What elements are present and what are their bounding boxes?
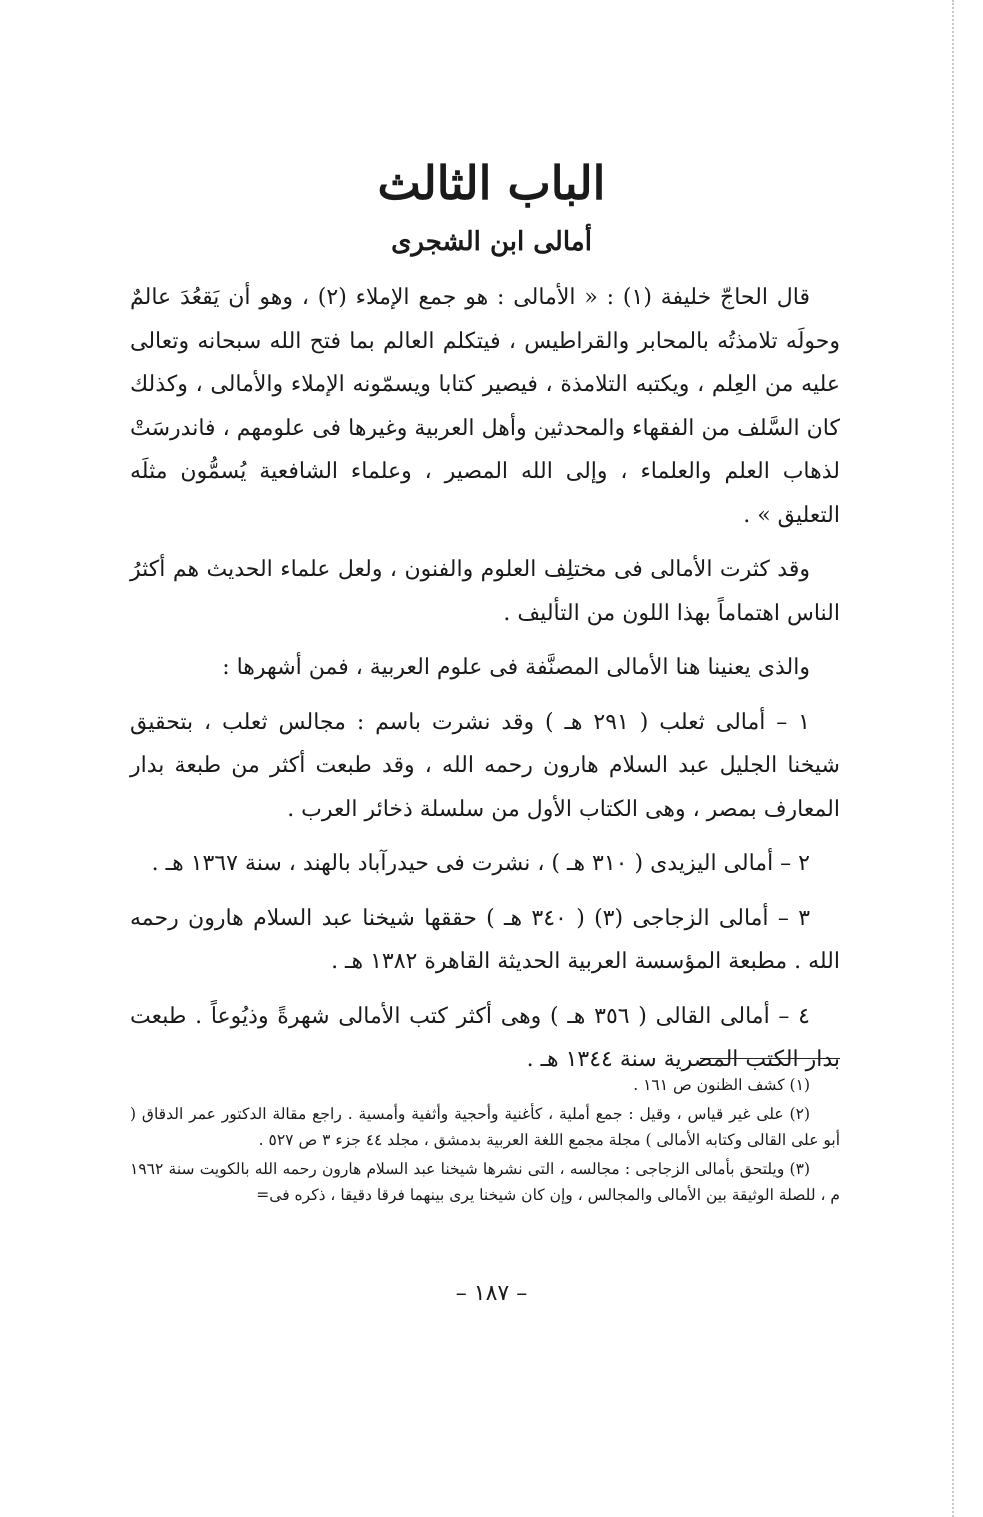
list-item-qali: ٤ – أمالى القالى ( ٣٥٦ هـ ) وهى أكثر كتب الأمالى شهرةً وذيُوعاً . طبعت بدار الكتب المصرية سنة ١٣٤٤ هـ .: [130, 1003, 840, 1072]
chapter-title: الباب الثالث: [377, 156, 606, 210]
paragraph-definition: قال الحاجّ خليفة (١) : « الأمالى : هو جمع الإملاء (٢) ، وهو أن يَقعُدَ عالمٌ وحولَه تلامذتُه بالمحابر والقراطيس ، فيتكلم العالم بما فتح الله سبحانه وتعالى عليه من العِلم ، ويكتبه التلامذة ، فيصير كتابا ويسمّونه الإملاء والأمالى ، وكذلك كان السَّلف من الفقهاء والمحدثين وأهل العربية وغيرها فى علومهم ، فاندرسَتْ لذهاب العلم والعلماء ، وإلى الله المصير ، وعلماء الشافعية يُسمُّون مثلَه التعليق » .: [130, 285, 840, 528]
footnote-3: (٣) ويلتحق بأمالى الزجاجى : مجالسه ، التى نشرها شيخنا عبد السلام هارون رحمه الله بالكويت سنة ١٩٦٢ م ، للصلة الوثيقة بين الأمالى والمجالس ، وإن كان شيخنا يرى بينهما فرقا دقيقا ، ذكره فى=: [130, 1160, 840, 1204]
paragraph-intro: وقد كثرت الأمالى فى مختلِف العلوم والفنون ، ولعل علماء الحديث هم أكثرُ الناس اهتماماً بهذا اللون من التأليف .: [130, 557, 840, 626]
main-text: [130, 276, 840, 1093]
paragraph-list-intro: والذى يعنينا هنا الأمالى المصنَّفة فى علوم العربية ، فمن أشهرها :: [222, 655, 810, 680]
footnote-2: (٢) على غير قياس ، وقيل : جمع أملية ، كأغنية وأحجية وأثفية وأمسية . راجع مقالة الدكتور عمر الدقاق ( أبو على القالى وكتابه الأمالى ) مجلة مجمع اللغة العربية بدمشق ، مجلد ٤٤ جزء ٣ ص ٥٢٧ .: [130, 1105, 840, 1149]
list-item-zajjaji: ٣ – أمالى الزجاجى (٣) ( ٣٤٠ هـ ) حققها شيخنا عبد السلام هارون رحمه الله . مطبعة المؤسسة العربية الحديثة القاهرة ١٣٨٢ هـ .: [130, 905, 840, 974]
list-item-tha-lab: ١ – أمالى ثعلب ( ٢٩١ هـ ) وقد نشرت باسم : مجالس ثعلب ، بتحقيق شيخنا الجليل عبد السلام هارون رحمه الله ، وقد طبعت أكثر من طبعة بدار المعارف بمصر ، وهى الكتاب الأول من سلسلة ذخائر العرب .: [130, 709, 840, 822]
page-number: – ١٨٧ –: [455, 1281, 528, 1306]
footnote-separator: [700, 1058, 840, 1059]
footnote-1: (١) كشف الظنون ص ١٦١ .: [633, 1076, 810, 1094]
section-title: أمالى ابن الشجرى: [391, 227, 592, 257]
footnotes: [130, 1072, 840, 1211]
list-item-yazidi: ٢ – أمالى اليزيدى ( ٣١٠ هـ ) ، نشرت فى حيدرآباد بالهند ، سنة ١٣٦٧ هـ .: [151, 851, 810, 876]
